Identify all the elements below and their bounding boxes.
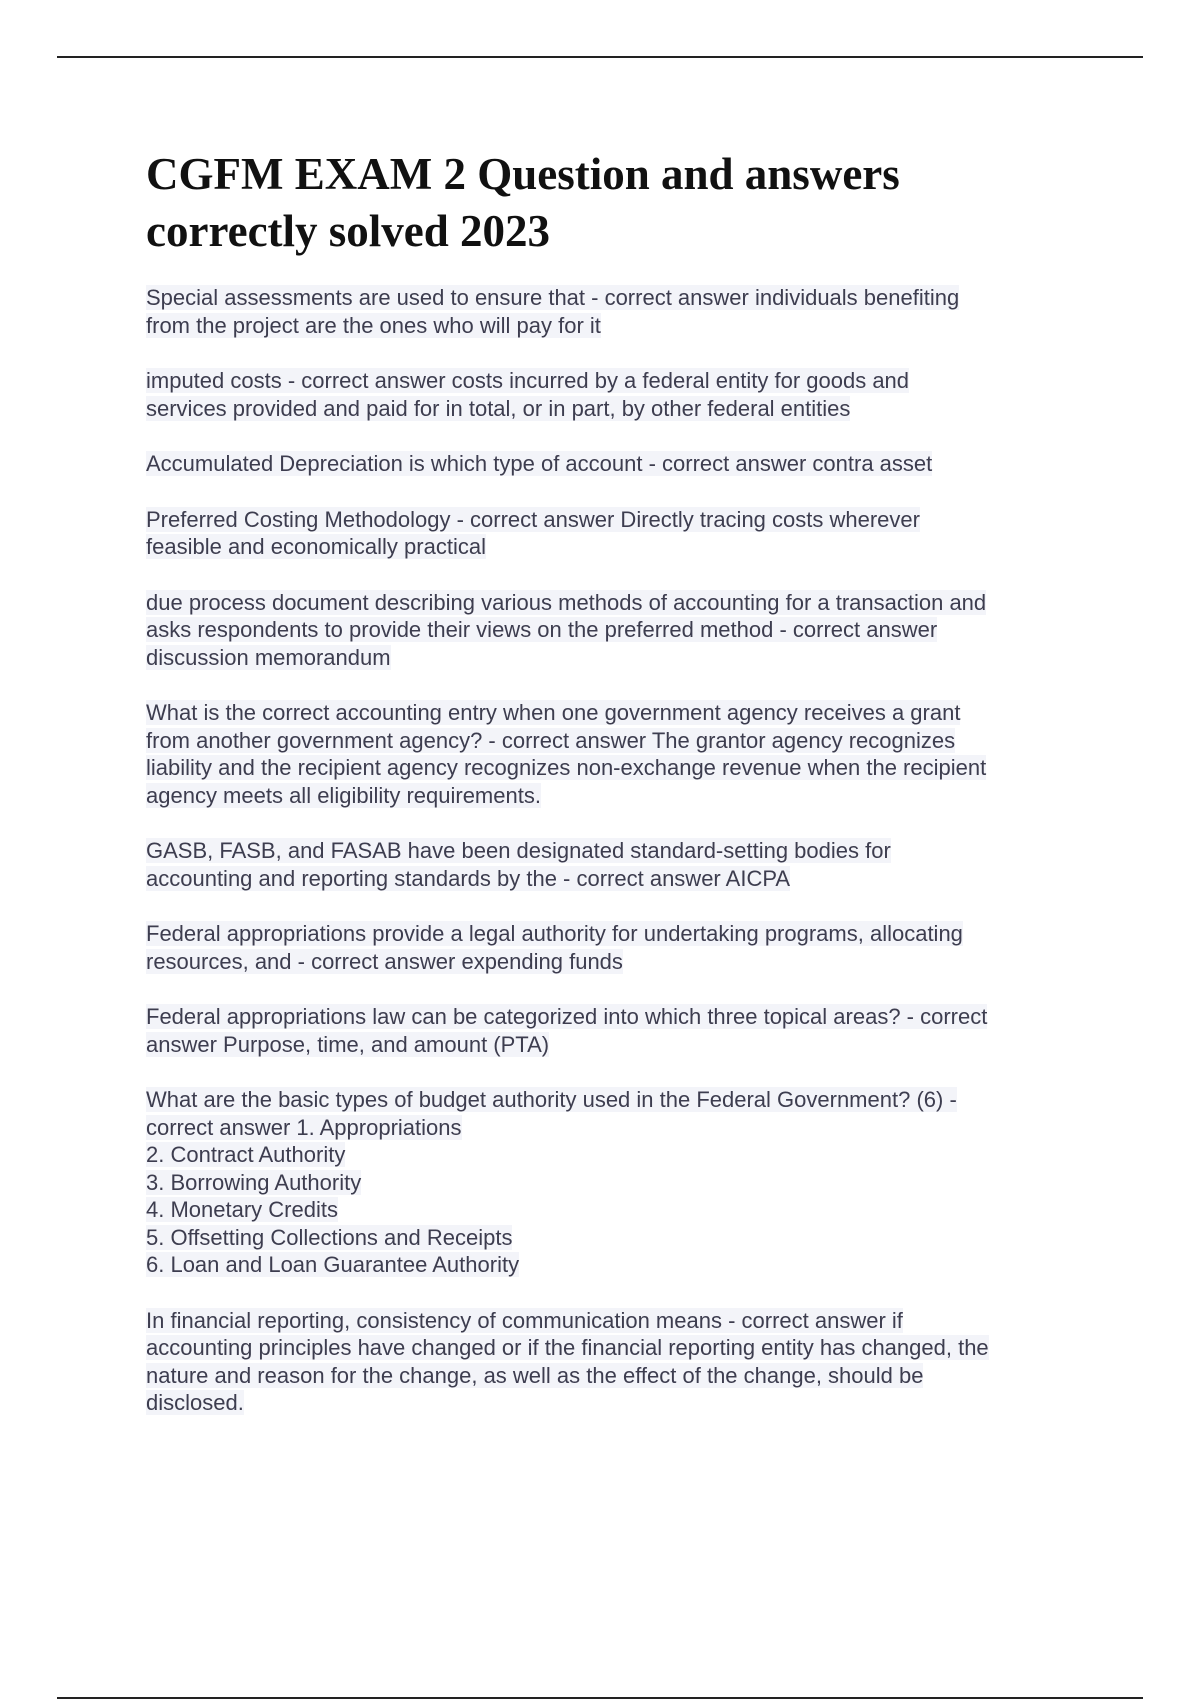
qa-item [146, 284, 1080, 339]
qa-item [146, 1003, 1080, 1058]
document-body [146, 146, 1080, 1445]
qa-text: What are the basic types of budget authority used in the Federal Government? (6) - correct answer 1. Appropriations 2. Contract Authority 3. Borrowing Authority 4. Monetary Credits 5. Offsetting Collections and Receipts 6. Loan and Loan Guarantee Authority [146, 1087, 957, 1277]
qa-item [146, 1086, 1080, 1279]
qa-item [146, 367, 1080, 422]
top-rule [57, 56, 1143, 58]
qa-text: GASB, FASB, and FASAB have been designated standard-setting bodies for accounting and reporting standards by the - correct answer AICPA [146, 838, 891, 891]
qa-item [146, 589, 1080, 672]
qa-item [146, 837, 1080, 892]
qa-item [146, 506, 1080, 561]
qa-text: Federal appropriations provide a legal authority for undertaking programs, allocating resources, and - correct answer expending funds [146, 921, 963, 974]
qa-text: Federal appropriations law can be categorized into which three topical areas? - correct answer Purpose, time, and amount (PTA) [146, 1004, 988, 1057]
qa-item [146, 920, 1080, 975]
document-title: CGFM EXAM 2 Question and answers correctly solved 2023 [146, 149, 900, 256]
qa-item [146, 450, 1080, 478]
qa-text: In financial reporting, consistency of communication means - correct answer if accounting principles have changed or if the financial reporting entity has changed, the nature and reason for the change, as well as the effect of the change, should be disclosed. [146, 1307, 989, 1415]
qa-text: Special assessments are used to ensure that - correct answer individuals benefiting from the project are the ones who will pay for it [146, 285, 960, 338]
qa-text: due process document describing various methods of accounting for a transaction and asks respondents to provide their views on the preferred method - correct answer discussion memorandum [146, 589, 987, 670]
qa-text: What is the correct accounting entry when one government agency receives a grant from another government agency? - correct answer The grantor agency recognizes liability and the recipient agency recognizes non-exchange revenue when the recipient agency meets all eligibility requirements. [146, 700, 987, 808]
qa-item [146, 1307, 1080, 1417]
qa-text: Preferred Costing Methodology - correct answer Directly tracing costs wherever feasible and economically practical [146, 506, 920, 559]
bottom-rule [57, 1697, 1143, 1699]
qa-text: imputed costs - correct answer costs incurred by a federal entity for goods and services provided and paid for in total, or in part, by other federal entities [146, 368, 910, 421]
qa-text: Accumulated Depreciation is which type of account - correct answer contra asset [146, 451, 933, 476]
qa-item [146, 699, 1080, 809]
